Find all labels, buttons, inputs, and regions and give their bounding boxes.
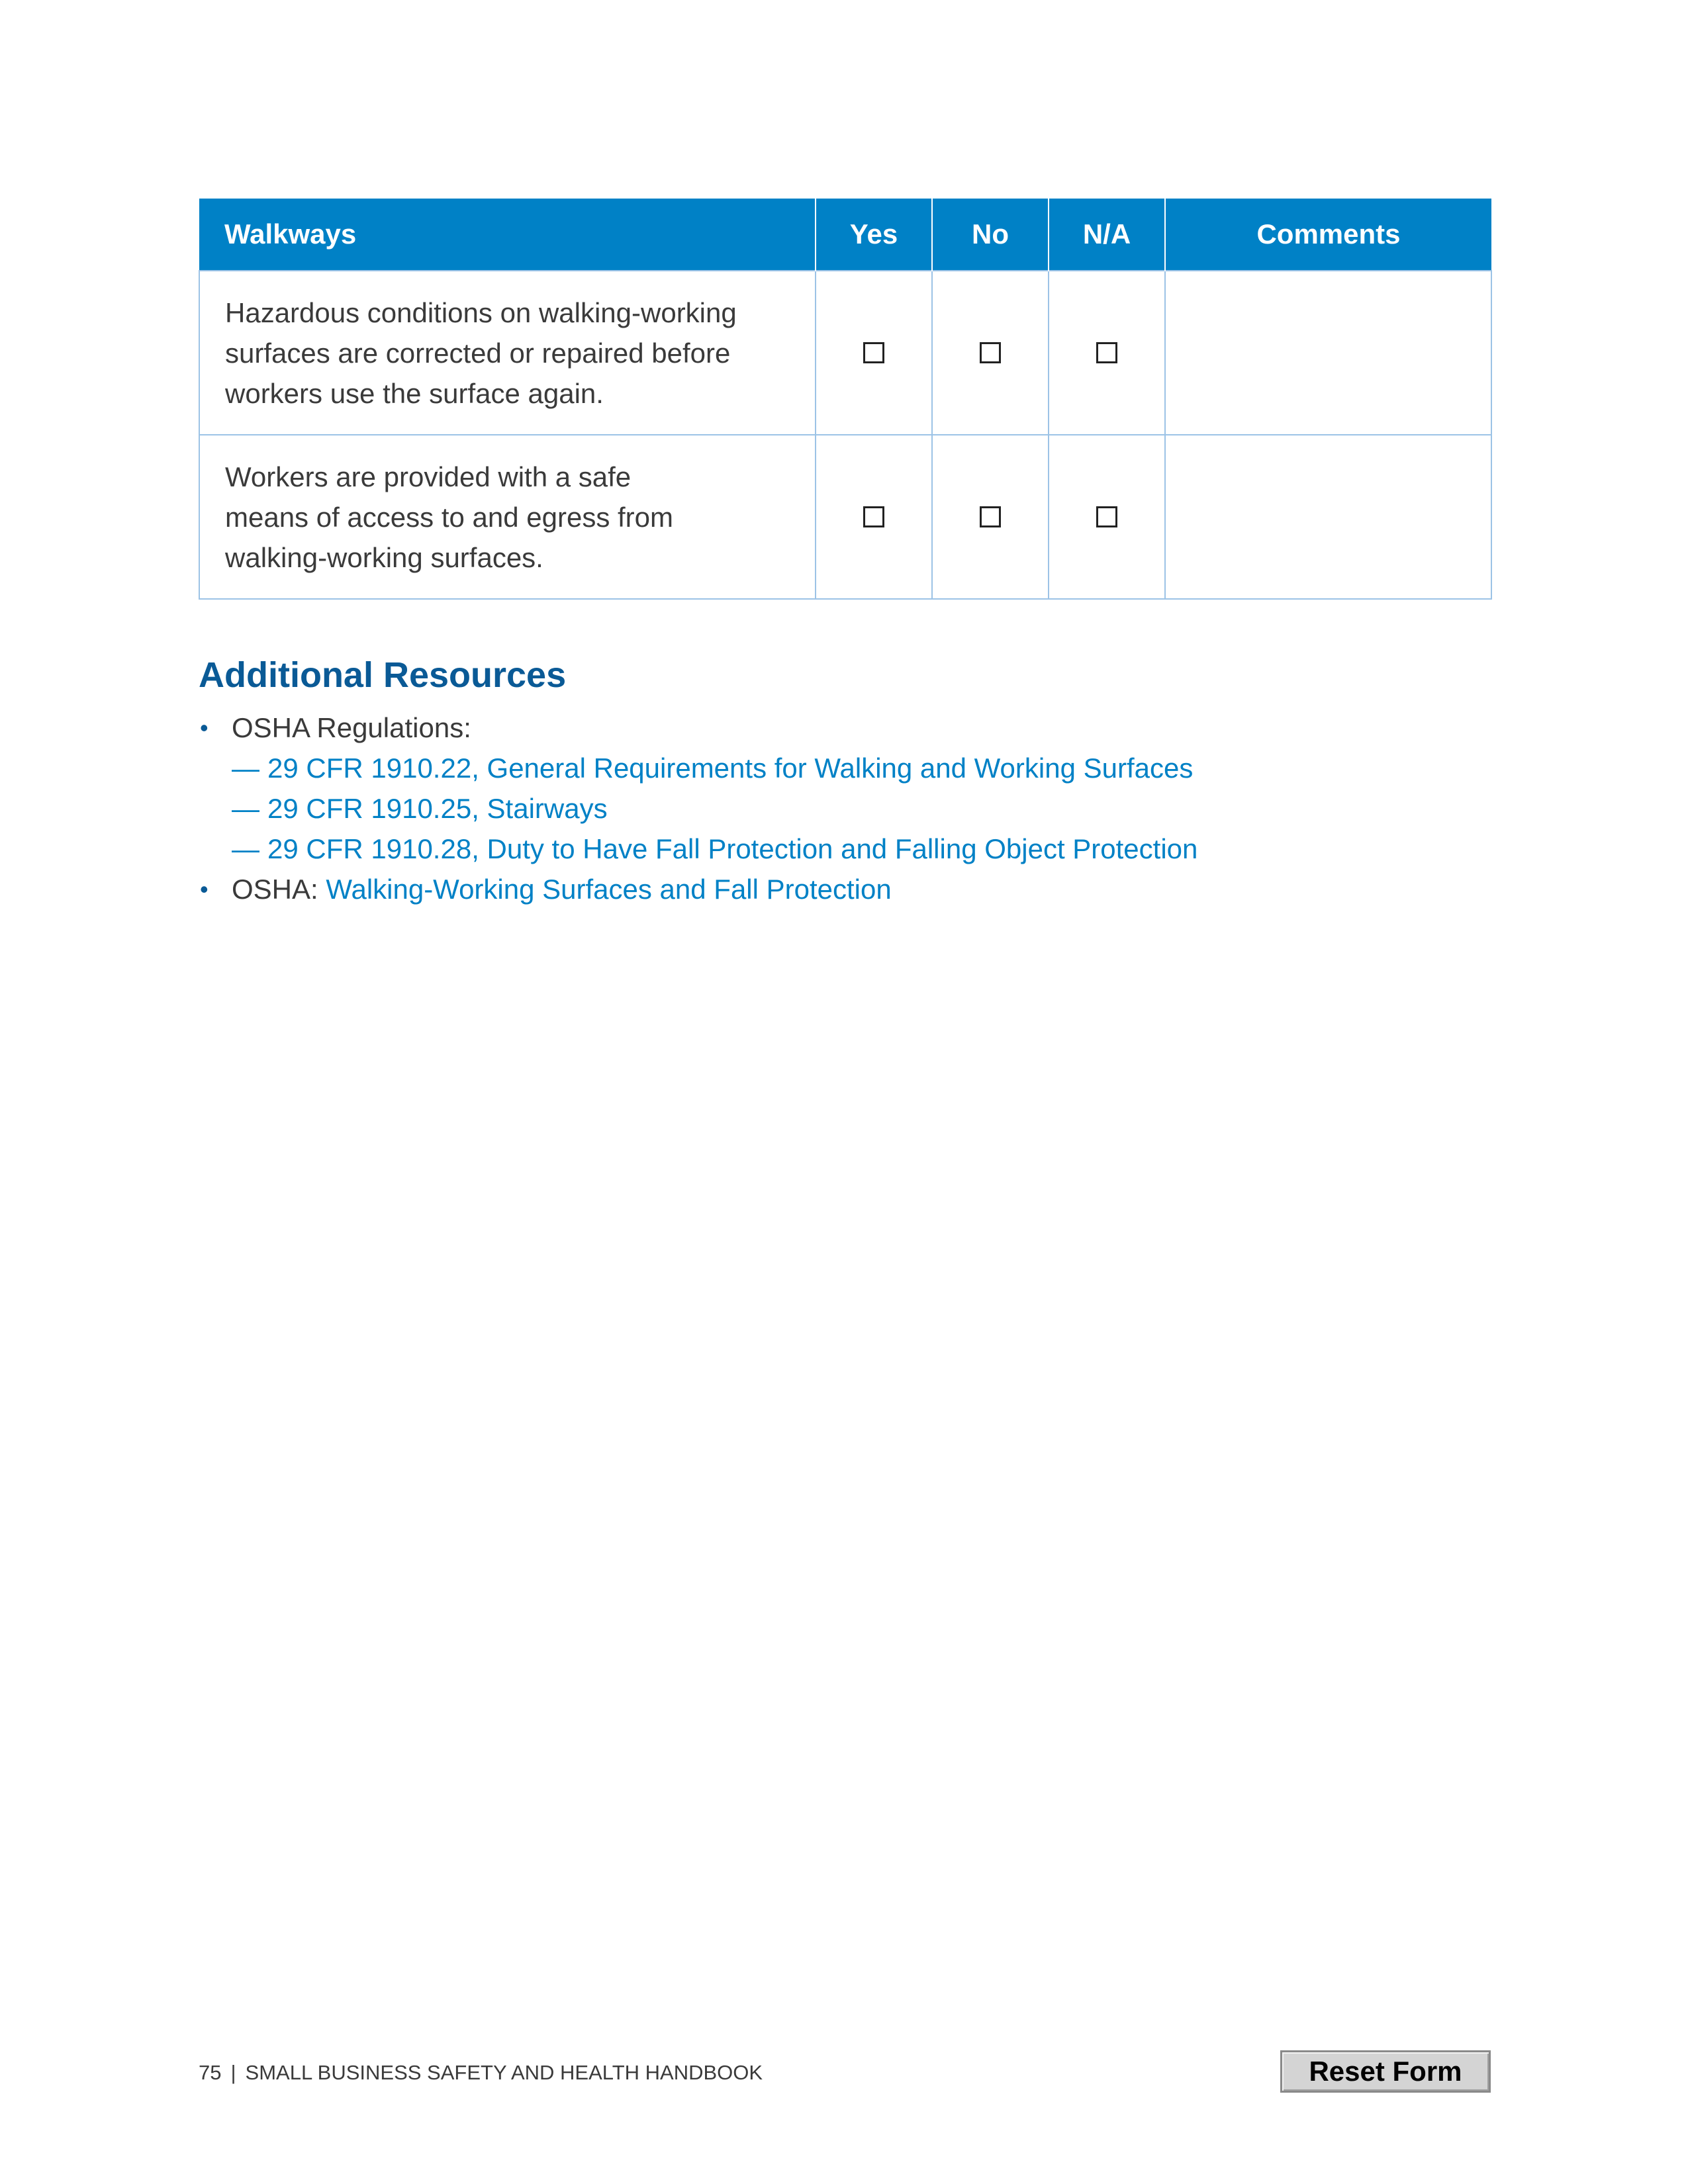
dash-icon: — [232, 793, 259, 824]
header-comments: Comments [1165, 199, 1491, 271]
na-cell [1049, 435, 1165, 599]
question-line: workers use the surface again. [225, 377, 604, 409]
table-row [199, 271, 1491, 435]
header-yes: Yes [816, 199, 932, 271]
list-item [199, 707, 1491, 748]
question-line: surfaces are corrected or repaired before [225, 337, 731, 369]
no-cell [932, 435, 1049, 599]
list-item [199, 788, 1491, 829]
no-checkbox[interactable] [980, 506, 1001, 527]
no-checkbox[interactable] [980, 342, 1001, 363]
header-walkways: Walkways [199, 199, 816, 271]
question-line: Workers are provided with a safe [225, 461, 632, 492]
question-line: means of access to and egress from [225, 501, 673, 533]
table-header-row [199, 199, 1491, 271]
yes-checkbox[interactable] [863, 506, 884, 527]
page-number: 75 [199, 2061, 222, 2084]
additional-resources-heading: Additional Resources [199, 655, 567, 695]
regulation-link-1910-28[interactable]: 29 CFR 1910.28, Duty to Have Fall Protection and Falling Object Protection [267, 833, 1198, 864]
no-cell [932, 271, 1049, 435]
bullet-icon: • [200, 714, 209, 741]
bullet-icon: • [200, 876, 209, 903]
osha-regulations-label: OSHA Regulations: [232, 712, 471, 743]
dash-icon: — [232, 752, 259, 784]
walking-working-surfaces-link[interactable]: Walking-Working Surfaces and Fall Protection [326, 874, 892, 905]
yes-cell [816, 271, 932, 435]
question-line: walking-working surfaces. [225, 541, 543, 573]
yes-cell [816, 435, 932, 599]
header-na: N/A [1049, 199, 1165, 271]
comments-field[interactable] [1165, 271, 1491, 435]
osha-label: OSHA: [232, 874, 318, 905]
dash-icon: — [232, 833, 259, 864]
handbook-title: SMALL BUSINESS SAFETY AND HEALTH HANDBOOK [245, 2061, 763, 2084]
question-cell [199, 271, 816, 435]
comments-field[interactable] [1165, 435, 1491, 599]
header-no: No [932, 199, 1049, 271]
question-line: Hazardous conditions on walking-working [225, 296, 737, 328]
list-item [199, 748, 1491, 788]
reset-form-button[interactable]: Reset Form [1280, 2050, 1491, 2093]
question-cell [199, 435, 816, 599]
additional-resources-section [199, 652, 1491, 909]
na-checkbox[interactable] [1096, 342, 1117, 363]
list-item [199, 829, 1491, 869]
walkways-checklist-table [199, 199, 1492, 600]
list-item [199, 869, 1491, 909]
na-checkbox[interactable] [1096, 506, 1117, 527]
yes-checkbox[interactable] [863, 342, 884, 363]
page-footer [199, 2060, 763, 2086]
regulation-link-1910-25[interactable]: 29 CFR 1910.25, Stairways [267, 793, 608, 824]
na-cell [1049, 271, 1165, 435]
regulation-link-1910-22[interactable]: 29 CFR 1910.22, General Requirements for Walking and Working Surfaces [267, 752, 1194, 784]
table-row [199, 435, 1491, 599]
footer-separator: | [230, 2061, 236, 2084]
